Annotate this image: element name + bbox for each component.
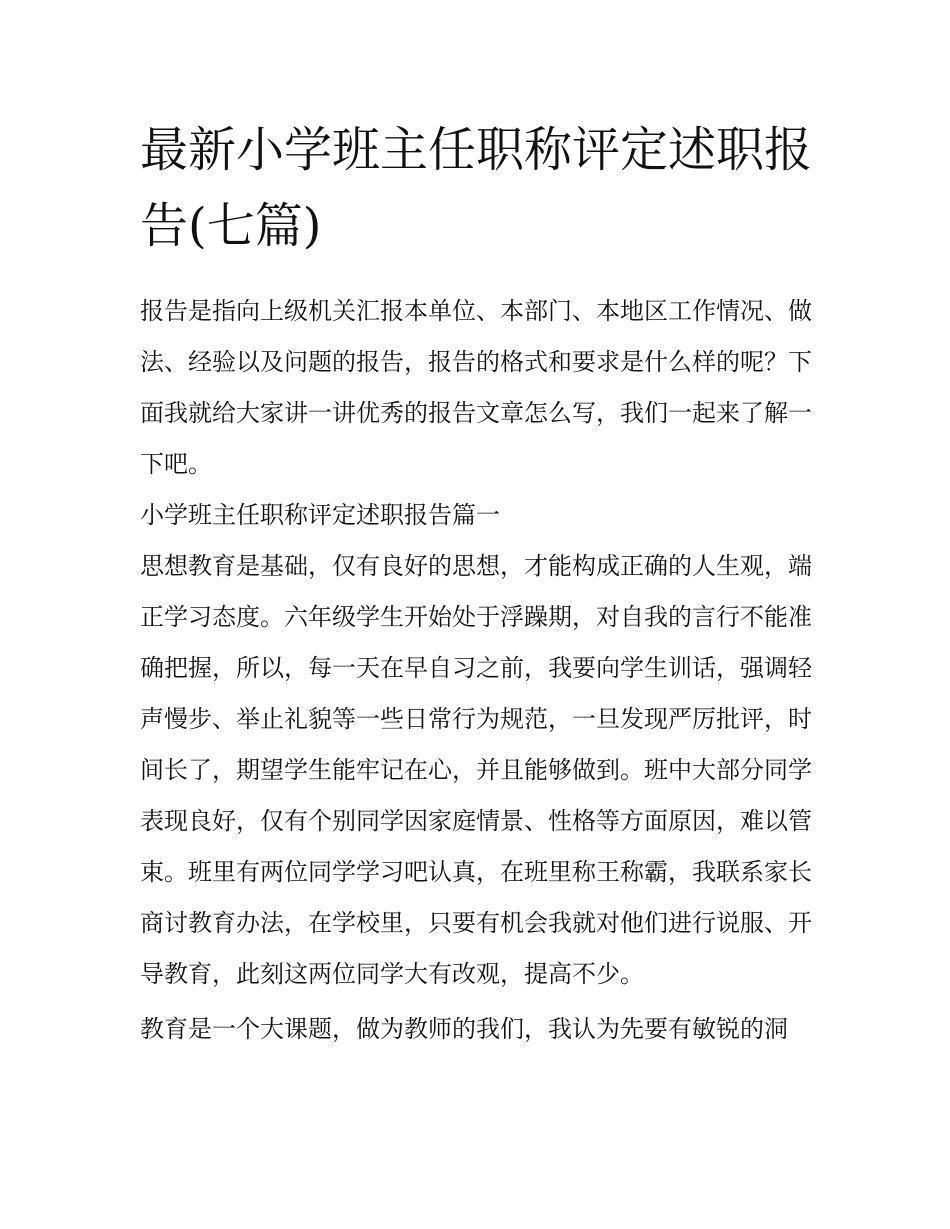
document-body bbox=[140, 112, 812, 1055]
body-paragraph-1: 思想教育是基础，仅有良好的思想，才能构成正确的人生观，端正学习态度。六年级学生开始处于浮躁期，对自我的言行不能准确把握，所以，每一天在早自习之前，我要向学生训话，强调轻声慢步、举止礼貌等一些日常行为规范，一旦发现严厉批评，时间长了，期望学生能牢记在心，并且能够做到。班中大部分同学表现良好，仅有个别同学因家庭情景、性格等方面原因，难以管束。班里有两位同学学习吧认真，在班里称王称霸，我联系家长商讨教育办法，在学校里，只要有机会我就对他们进行说服、开导教育，此刻这两位同学大有改观，提高不少。 bbox=[140, 552, 812, 988]
intro-paragraph: 报告是指向上级机关汇报本单位、本部门、本地区工作情况、做法、经验以及问题的报告，报告的格式和要求是什么样的呢？下面我就给大家讲一讲优秀的报告文章怎么写，我们一起来了解一下吧。 bbox=[140, 297, 812, 478]
section-heading: 小学班主任职称评定述职报告篇一 bbox=[140, 501, 500, 529]
document-title: 最新小学班主任职称评定述职报告(七篇) bbox=[140, 122, 813, 254]
body-paragraph-2: 教育是一个大课题，做为教师的我们，我认为先要有敏锐的洞 bbox=[140, 1015, 788, 1043]
